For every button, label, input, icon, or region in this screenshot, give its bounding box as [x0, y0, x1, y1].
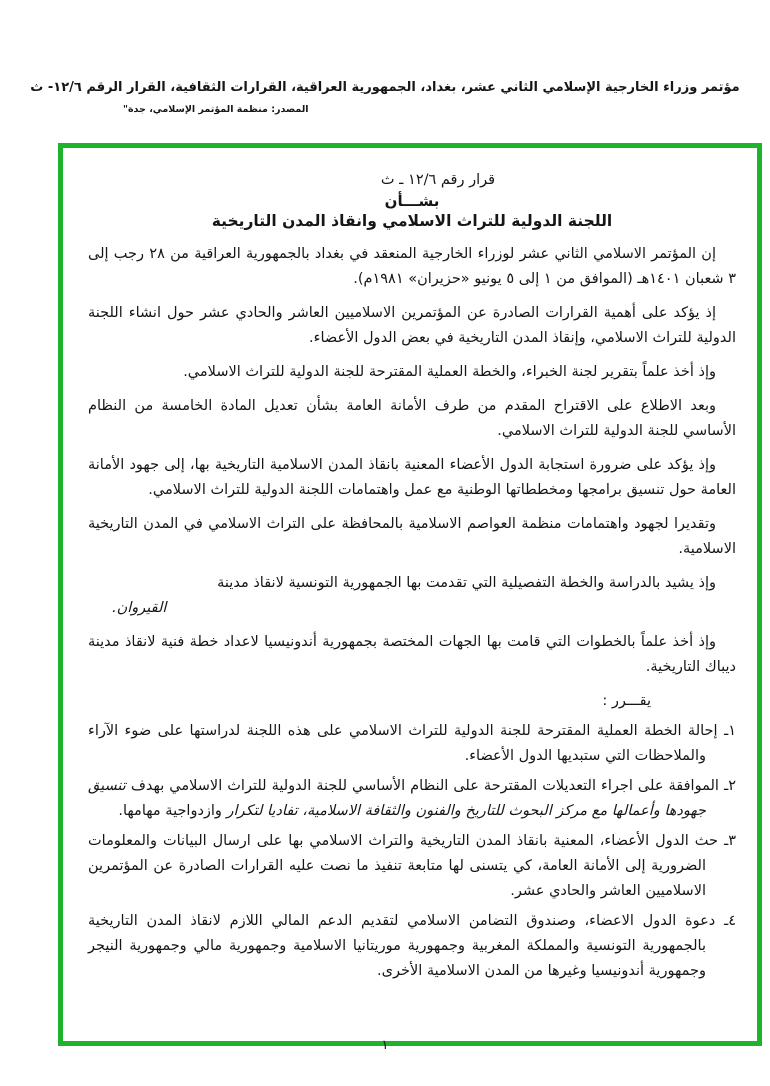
text-segment: وتقديرا لجهود واهتمامات منظمة العواصم الاسلامية بالمحافظة على التراث الاسلامي في المدن التاريخية الاسلامية.	[88, 516, 736, 557]
document-border-box	[58, 143, 762, 1046]
decision-item	[88, 829, 736, 904]
decision-list	[88, 719, 736, 984]
paragraph	[88, 630, 736, 680]
decision-number: ٣ـ	[717, 833, 736, 849]
paragraph	[88, 394, 736, 444]
text-segment: وإذ أخذ علماً بالخطوات التي قامت بها الجهات المختصة بجمهورية أندونيسيا لاعداد خطة فنية لانقاذ مدينة ديباك التاريخية.	[88, 634, 736, 675]
title-subject-word: بشـــأن	[384, 192, 440, 210]
text-segment: الموافقة على اجراء التعديلات المقترحة على النظام الأساسي للجنة الدولية للتراث الاسلامي بهدف	[125, 778, 719, 794]
paragraph-continuation-left	[88, 596, 736, 621]
paragraph	[88, 360, 736, 385]
decision-number: ٢ـ	[718, 778, 737, 794]
text-segment: وإذ يؤكد على ضرورة استجابة الدول الأعضاء المعنية بانقاذ المدن الاسلامية التاريخية بها، إلى جهود الأمانة العامة حول تنسيق برامجها ومخططاتها الوطنية مع عمل واهتمامات اللجنة الدولية للتراث الاسلامي.	[88, 457, 736, 498]
text-segment: إحالة الخطة العملية المقترحة للجنة الدولية للتراث الاسلامي على هذه اللجنة لدراستها على ضوء الآراء والملاحظات التي ستبديها الدول الأعضاء.	[88, 723, 718, 764]
decision-heading: يقـــرر :	[602, 693, 651, 709]
decision-item	[88, 719, 736, 769]
paragraph	[88, 453, 736, 503]
title-committee-line: اللجنة الدولية للتراث الاسلامي وانقاذ المدن التاريخية	[211, 212, 613, 230]
text-segment: وبعد الاطلاع على الاقتراح المقدم من طرف الأمانة العامة بشأن تعديل المادة الخامسة من النظام الأساسي للجنة الدولية للتراث الاسلامي.	[88, 398, 736, 439]
paragraph	[88, 301, 736, 351]
text-segment: إن المؤتمر الاسلامي الثاني عشر لوزراء الخارجية المنعقد في بغداد بالجمهورية العراقية من ٢٨ رجب إلى ٣ شعبان ١٤٠١هـ (الموافق من ١ إلى ٥ يونيو «حزيران» ١٩٨١م).	[88, 246, 736, 287]
decision-number: ٤ـ	[715, 913, 737, 929]
italic-text-segment: القيروان.	[112, 600, 167, 616]
text-segment: دعوة الدول الاعضاء، وصندوق التضامن الاسلامي لتقديم الدعم المالي اللازم لانقاذ المدن التاريخية بالجمهورية التونسية والمملكة المغربية وجمهورية موريتانيا الاسلامية وجمهورية مالي وجمهورية النيجر وجمهورية أندونيسيا وغيرها من المدن الاسلامية الأخرى.	[88, 913, 716, 979]
decision-number: ١ـ	[717, 723, 736, 739]
italic-text-segment: تنسيق جهودها وأعمالها مع مركز البحوث للتاريخ والفنون والثقافة الاسلامية، تفاديا لتكرار	[88, 778, 706, 819]
source-line: المصدر: منظمة المؤتمر الإسلامي، جدة"	[123, 104, 309, 115]
resolution-number-title: قرار رقم ١٢/٦ ـ ث	[380, 172, 496, 188]
document-paragraphs	[88, 242, 736, 680]
citation-line: مؤتمر وزراء الخارجية الإسلامي الثاني عشر، بغداد، الجمهورية العراقية، القرارات الثقافية، القرار الرقم ١٢/٦- ث	[30, 80, 740, 95]
text-segment: إذ يؤكد على أهمية القرارات الصادرة عن المؤتمرين الاسلاميين العاشر والحادي عشر حول انشاء اللجنة الدولية للتراث الاسلامي، وإنقاذ المدن التاريخية في بعض الدول الأعضاء.	[88, 305, 736, 346]
paragraph	[88, 242, 736, 292]
text-segment: حث الدول الأعضاء، المعنية بانقاذ المدن التاريخية والتراث الاسلامي بها على ارسال البيانات والمعلومات الضرورية إلى الأمانة العامة، كي يتسنى لها متابعة تنفيذ ما نصت عليه القرارات الصادرة عن المؤتمرين الاسلاميين العاشر والحادي عشر.	[88, 833, 718, 899]
decision-item	[88, 774, 736, 824]
paragraph	[88, 571, 736, 621]
page-number: ١	[381, 1038, 389, 1053]
decision-item	[88, 909, 736, 984]
paragraph	[88, 512, 736, 562]
text-segment: وازدواجية مهامها.	[118, 803, 227, 819]
text-segment: وإذ يشيد بالدراسة والخطة التفصيلية التي تقدمت بها الجمهورية التونسية لانقاذ مدينة	[217, 575, 716, 591]
text-segment: وإذ أخذ علماً بتقرير لجنة الخبراء، والخطة العملية المقترحة للجنة الدولية للتراث الاسلامي.	[183, 364, 716, 380]
